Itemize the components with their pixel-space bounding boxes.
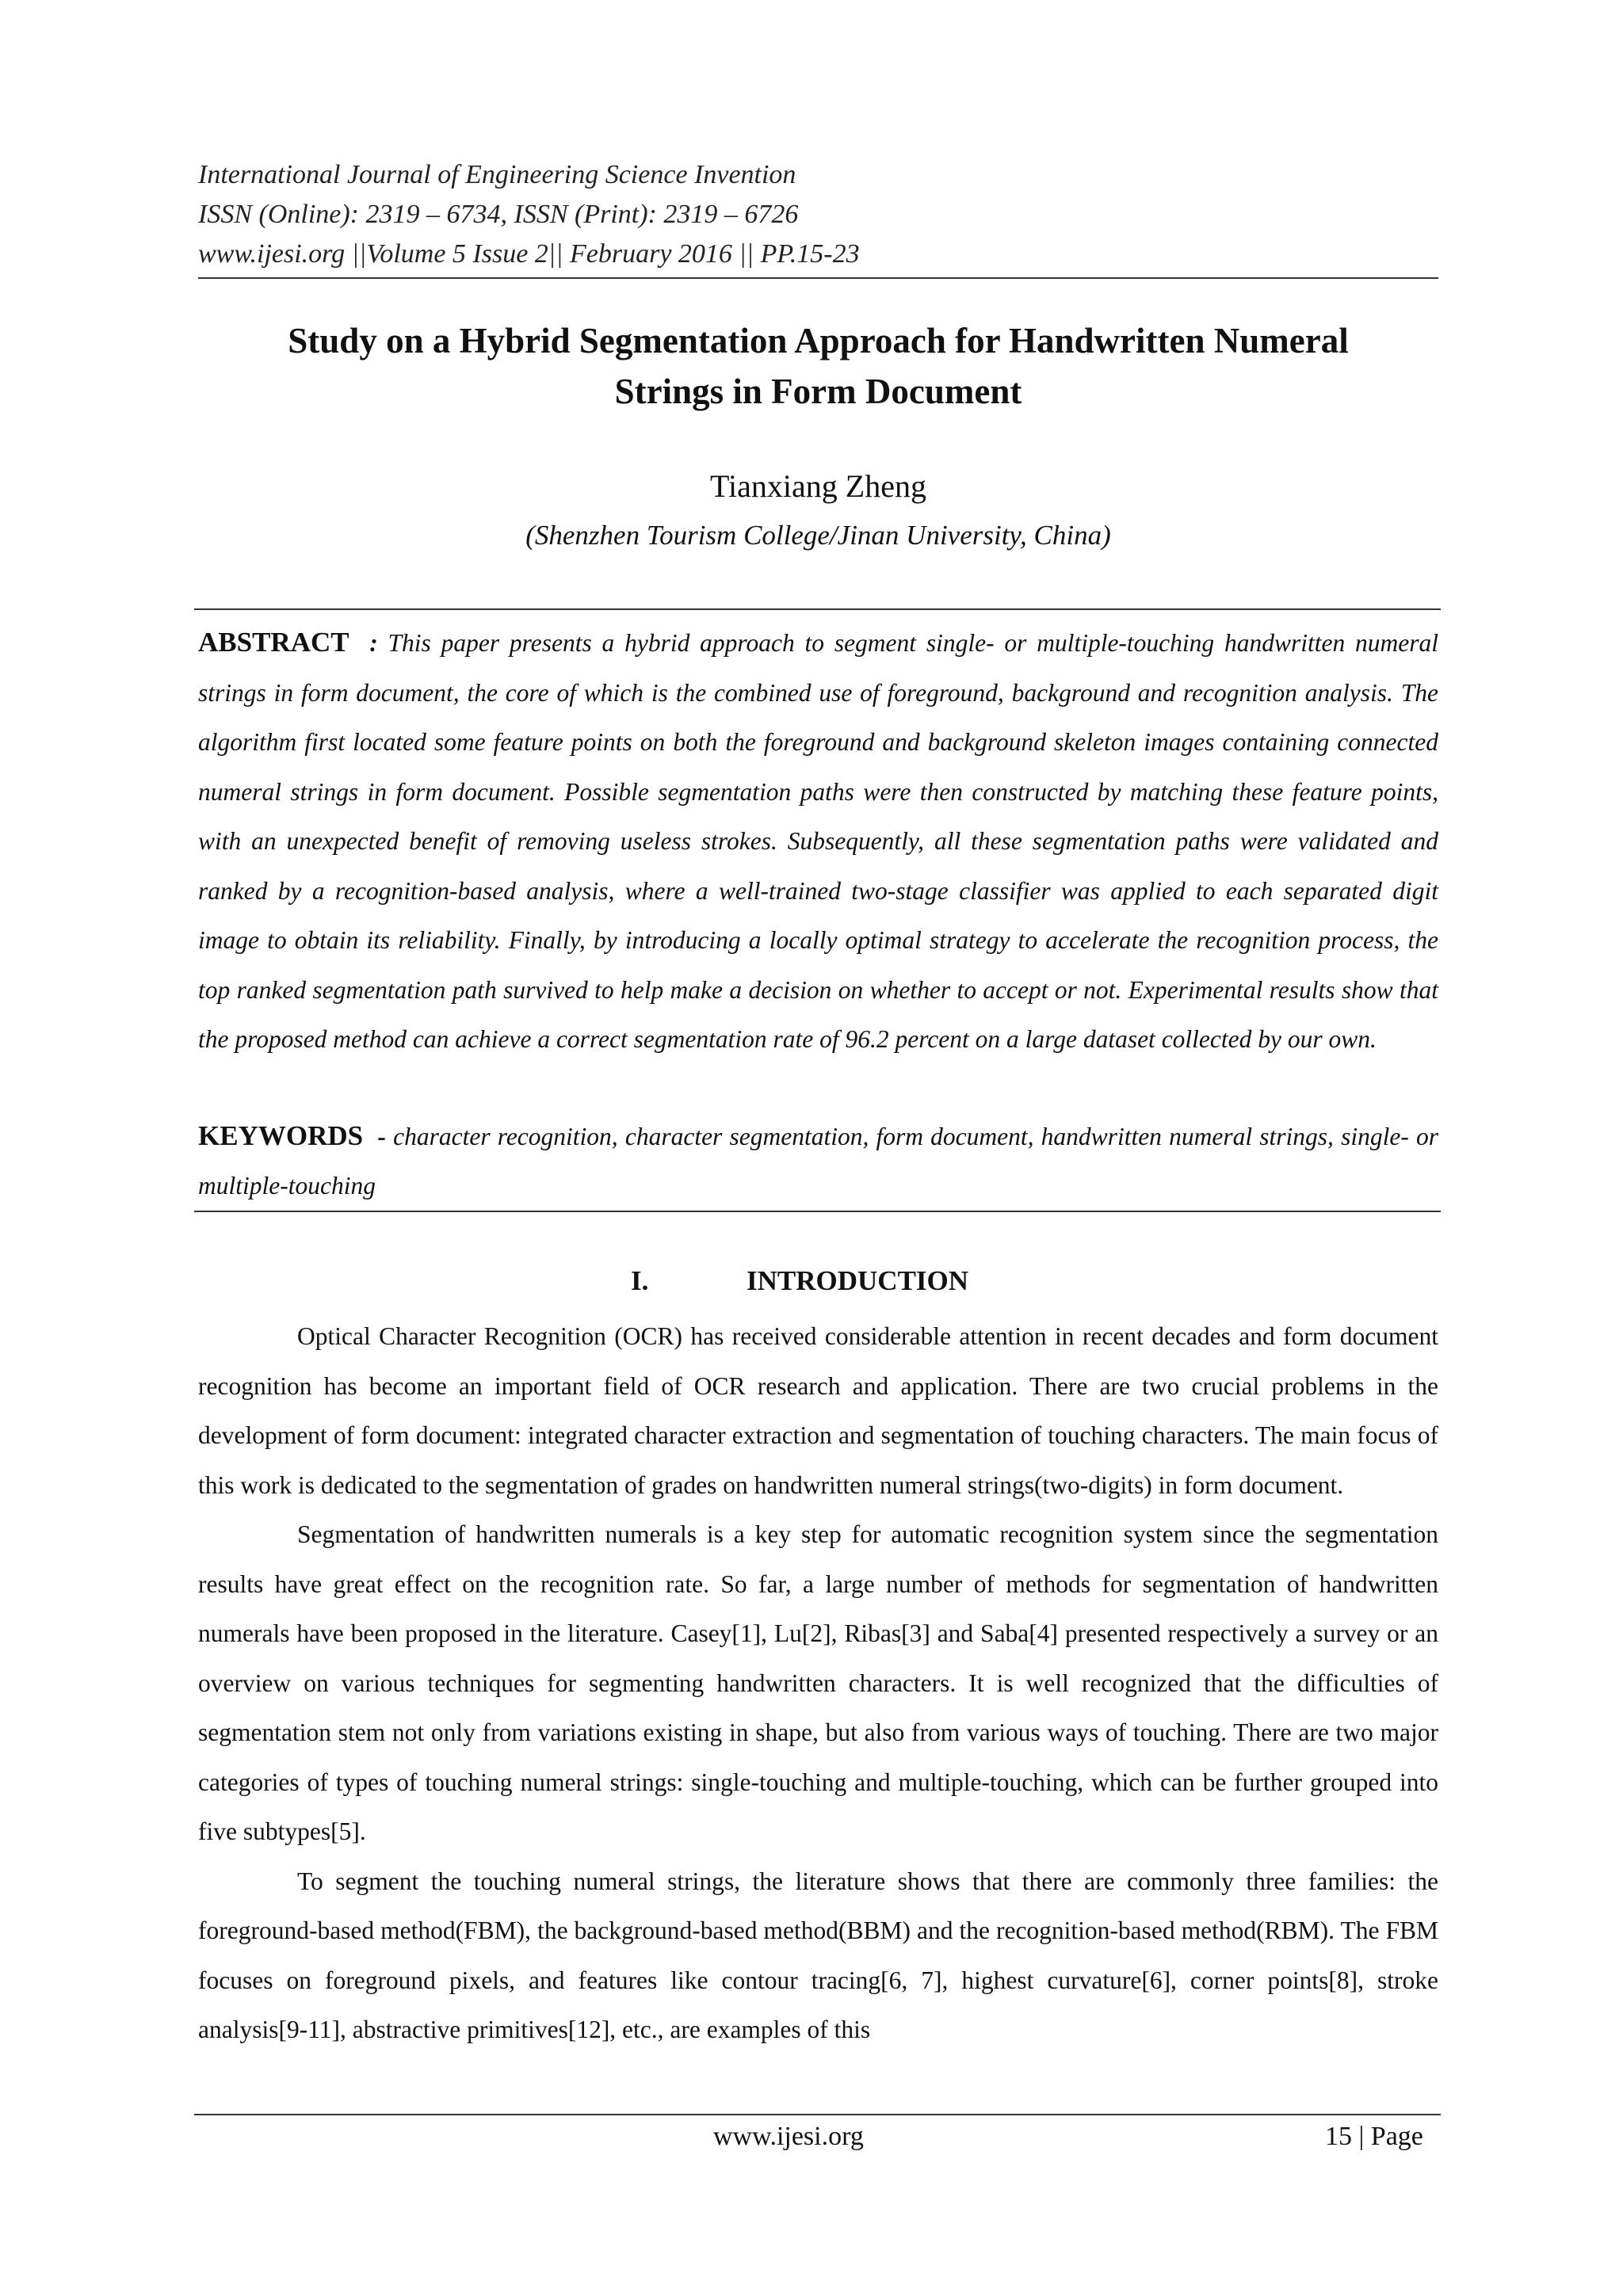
abstract-separator: :: [369, 629, 378, 657]
title-line-1: Study on a Hybrid Segmentation Approach for Handwritten Numeral: [288, 321, 1349, 360]
footer-url: www.ijesi.org: [713, 2122, 864, 2151]
journal-name: International Journal of Engineering Science Invention: [198, 160, 796, 189]
abstract-bottom-divider: [194, 1211, 1441, 1212]
paper-title: [198, 315, 1438, 417]
abstract: [198, 618, 1438, 1065]
paragraph: To segment the touching numeral strings, the literature shows that there are commonly three families: the foreground-based method(FBM), the background-based method(BBM) and the recognition-based method(RBM). The FBM focuses on foreground pixels, and features like contour tracing[6, 7], highest curvature[6], corner points[8], stroke analysis[9-11], abstractive primitives[12], etc., are examples of this: [198, 1867, 1438, 2043]
author-name: Tianxiang Zheng: [710, 468, 926, 504]
footer-page-number: 15 | Page: [1325, 2122, 1423, 2151]
keywords: [198, 1112, 1438, 1211]
title-line-2: Strings in Form Document: [614, 372, 1022, 411]
keywords-text: character recognition, character segmentation, form document, handwritten numeral strings, single- or multiple-touching: [198, 1123, 1438, 1199]
journal-header: [198, 155, 1434, 274]
abstract-label: ABSTRACT: [198, 627, 349, 658]
author-affiliation: (Shenzhen Tourism College/Jinan University, China): [525, 520, 1111, 551]
footer-divider: [194, 2114, 1441, 2115]
paragraph: Optical Character Recognition (OCR) has received considerable attention in recent decades and form document recognition has become an important field of OCR research and application. There are two crucial problems in the development of form document: integrated character extraction and segmentation of touching characters. The main focus of this work is dedicated to the segmentation of grades on handwritten numeral strings(two-digits) in form document.: [198, 1322, 1438, 1499]
section-title: INTRODUCTION: [747, 1265, 969, 1296]
keywords-separator: -: [377, 1123, 386, 1150]
abstract-top-divider: [194, 608, 1441, 610]
header-divider: [198, 277, 1438, 279]
journal-issn: ISSN (Online): 2319 – 6734, ISSN (Print): 2319 – 6726: [198, 200, 799, 229]
keywords-label: KEYWORDS: [198, 1120, 364, 1151]
body-text: [198, 1312, 1438, 2055]
paragraph: Segmentation of handwritten numerals is a key step for automatic recognition system since the segmentation results have great effect on the recognition rate. So far, a large number of methods for segmentation of handwritten numerals have been proposed in the literature. Casey[1], Lu[2], Ribas[3] and Saba[4] presented respectively a survey or an overview on various techniques for segmenting handwritten characters. It is well recognized that the difficulties of segmentation stem not only from variations existing in shape, but also from various ways of touching. There are two major categories of types of touching numeral strings: single-touching and multiple-touching, which can be further grouped into five subtypes[5].: [198, 1520, 1438, 1845]
section-number: I.: [631, 1265, 649, 1296]
journal-volume: www.ijesi.org ||Volume 5 Issue 2|| February 2016 || PP.15-23: [198, 239, 860, 269]
abstract-text: This paper presents a hybrid approach to segment single- or multiple-touching handwritten numeral strings in form document, the core of which is the combined use of foreground, background and recognition analysis. The algorithm first located some feature points on both the foreground and background skeleton images containing connected numeral strings in form document. Possible segmentation paths were then constructed by matching these feature points, with an unexpected benefit of removing useless strokes. Subsequently, all these segmentation paths were validated and ranked by a recognition-based analysis, where a well-trained two-stage classifier was applied to each separated digit image to obtain its reliability. Finally, by introducing a locally optimal strategy to accelerate the recognition process, the top ranked segmentation path survived to help make a decision on whether to accept or not. Experimental results show that the proposed method can achieve a correct segmentation rate of 96.2 percent on a large dataset collected by our own.: [198, 629, 1439, 1053]
